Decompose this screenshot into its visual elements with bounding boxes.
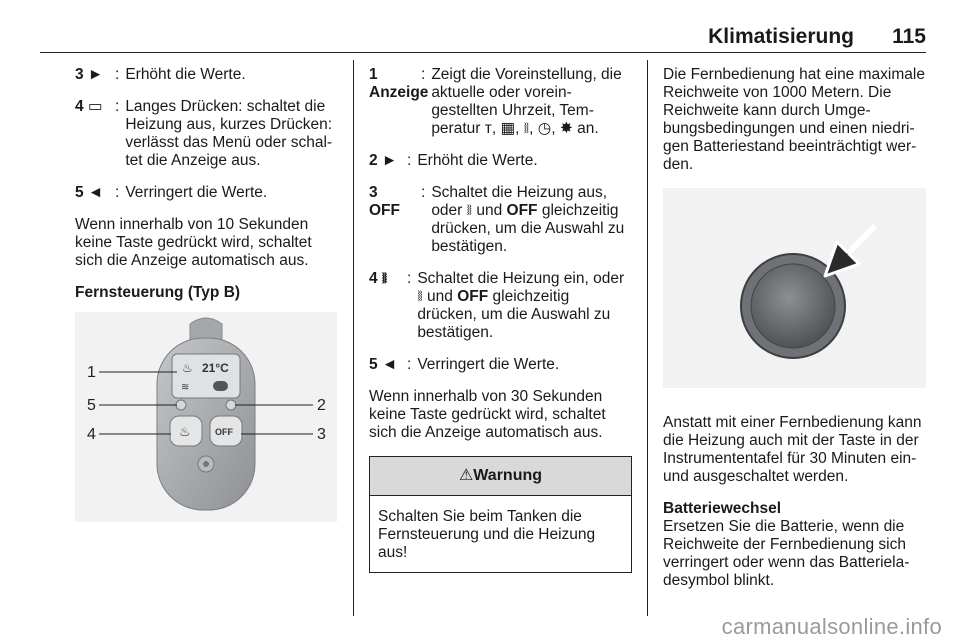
column-divider	[647, 60, 648, 616]
item-text: Langes Drücken: schaltet die Heizung aus, kurzes Drücken: verlässt das Menü oder schaltet die Anzeige aus.	[125, 98, 333, 169]
section-heading: Batteriewechsel	[663, 500, 782, 517]
list-item: 5 ◄ : Verringert die Werte.	[369, 356, 632, 374]
button-face-icon	[751, 264, 835, 348]
list-item: 4 ⧚ : Schaltet die Heizung ein, oder ⧚ und OFF gleichzeitig drücken, um die Auswahl zu bestätigen.	[369, 270, 632, 342]
paragraph: Anstatt mit einer Fernbedienung kann die Heizung auch mit der Taste in der Instrumententafel für 30 Minuten ein- und ausgeschaltet werden.	[663, 414, 922, 485]
callout-label: 3	[317, 426, 326, 443]
column-divider	[353, 60, 354, 616]
list-item: 4 ▭ : Langes Drücken: schaltet die Heizung aus, kurzes Drücken: verlässt das Menü oder schaltet die Anzeige aus.	[75, 98, 337, 170]
list-item: 5 ◄ : Verringert die Werte.	[75, 184, 337, 202]
paragraph: Wenn innerhalb von 30 Sekunden keine Taste gedrückt wird, schaltet sich die Anzeige automatisch aus.	[369, 388, 606, 441]
svg-text:≋: ≋	[181, 382, 190, 393]
column-middle	[369, 66, 632, 573]
item-key: 5 ◄	[75, 184, 104, 201]
watermark: carmanualsonline.info	[721, 614, 942, 639]
page-title: Klimatisierung	[708, 25, 854, 48]
remote-illustration	[75, 312, 337, 522]
item-key: 3 ►	[75, 66, 104, 83]
item-text: Schaltet die Heizung aus, oder ⧚ und OFF gleichzeitig drücken, um die Auswahl zu bestätigen.	[431, 184, 625, 255]
warning-title: ⚠Warnung	[370, 457, 631, 496]
item-key: 4 ▭	[75, 98, 103, 115]
callout-label: 4	[87, 426, 96, 443]
warning-text: Schalten Sie beim Tanken die Fernsteuerung und die Heizung aus!	[378, 508, 596, 561]
list-item: 2 ► : Erhöht die Werte.	[369, 152, 632, 170]
item-text: Zeigt die Voreinstellung, die aktuelle oder voreingestellten Uhrzeit, Temperatur ᴛ, ▦, ⧚, ◷, ✸ an.	[431, 66, 622, 137]
item-text: Erhöht die Werte.	[125, 66, 246, 83]
item-key: 3 OFF	[369, 184, 400, 219]
paragraph: Die Fernbedienung hat eine maximale Reichweite von 1000 Metern. Die Reichweite kann durch Umgebungsbedingungen und einen niedrigen Batteriestand beeinträchtigt werden.	[663, 66, 925, 173]
warning-box	[369, 456, 632, 573]
page-number: 115	[892, 25, 926, 48]
item-key: 5 ◄	[369, 356, 398, 373]
item-key: 1 Anzeige	[369, 66, 429, 101]
button-figure	[663, 188, 926, 388]
callout-label: 5	[87, 397, 96, 414]
page-header	[40, 25, 926, 53]
item-text: Erhöht die Werte.	[417, 152, 538, 169]
svg-text:♨: ♨	[182, 361, 193, 375]
item-key: 2 ►	[369, 152, 398, 169]
panel-button-illustration	[663, 188, 926, 388]
svg-text:♨: ♨	[179, 424, 191, 439]
callout-label: 1	[87, 364, 96, 381]
section-heading: Fernsteuerung (Typ B)	[75, 284, 241, 301]
paragraph: Ersetzen Sie die Batterie, wenn die Reichweite der Fernbedienung sich verringert oder wenn das Batterieladesymbol blinkt.	[663, 518, 910, 589]
paragraph: Wenn innerhalb von 10 Sekunden keine Taste gedrückt wird, schaltet sich die Anzeige automatisch aus.	[75, 216, 312, 269]
item-text: Verringert die Werte.	[417, 356, 560, 373]
item-text: Verringert die Werte.	[125, 184, 268, 201]
item-key: 4 ⧚	[369, 270, 388, 287]
column-left	[75, 66, 337, 522]
off-label: OFF	[215, 427, 233, 437]
callout-label: 2	[317, 397, 326, 414]
list-item: 3 OFF : Schaltet die Heizung aus, oder ⧚ und OFF gleichzeitig drücken, um die Auswahl zu bestätigen.	[369, 184, 632, 256]
list-item: 3 ► : Erhöht die Werte.	[75, 66, 337, 84]
column-right	[663, 66, 926, 604]
remote-figure	[75, 312, 337, 522]
item-text: Schaltet die Heizung ein, oder ⧚ und OFF gleichzeitig drücken, um die Auswahl zu bestätigen.	[417, 270, 625, 341]
list-item: 1 Anzeige : Zeigt die Voreinstellung, die aktuelle oder voreingestellten Uhrzeit, Temperatur ᴛ, ▦, ⧚, ◷, ✸ an.	[369, 66, 632, 138]
display-value: 21°C	[202, 361, 229, 375]
